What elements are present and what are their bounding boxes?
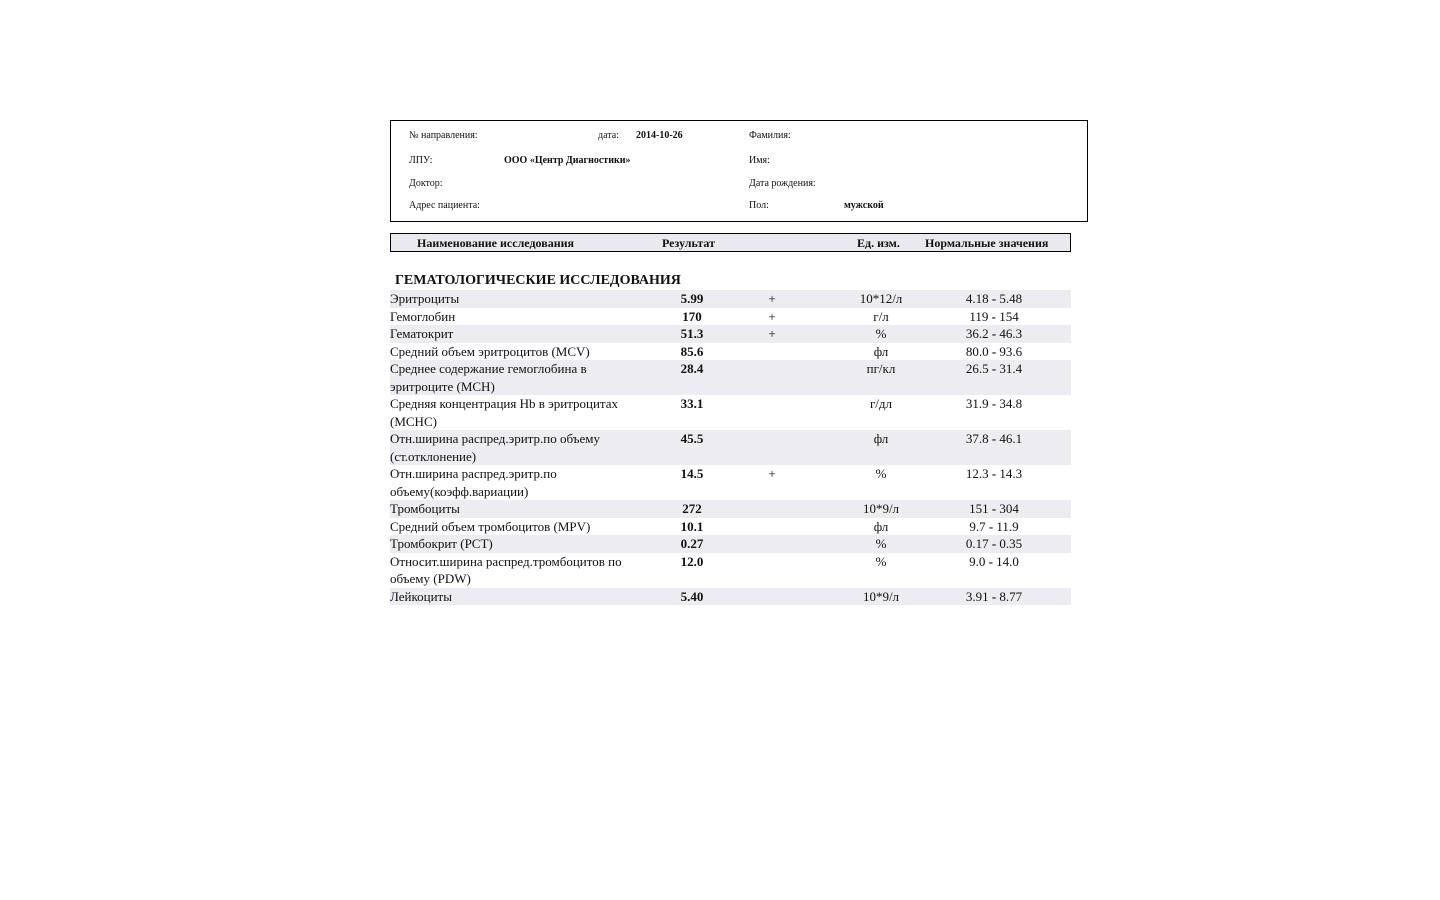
test-result: 45.5 xyxy=(680,431,704,446)
table-row xyxy=(390,553,1071,588)
test-norm: 26.5 - 31.4 xyxy=(965,361,1023,376)
test-name: Средний объем эритроцитов (MCV) xyxy=(390,343,590,359)
test-unit: % xyxy=(875,553,887,569)
surname-label: Фамилия: xyxy=(749,130,791,141)
test-name: Тромбоциты xyxy=(390,501,460,516)
test-name: Эритроциты xyxy=(390,291,460,306)
test-unit: фл xyxy=(873,431,889,446)
results-table xyxy=(390,290,1071,605)
table-row xyxy=(390,430,1071,465)
test-name: Относит.ширина распред.тромбоцитов по объему (PDW) xyxy=(390,553,622,586)
test-result: 170 xyxy=(682,308,702,324)
test-name: Средний объем тромбоцитов (MPV) xyxy=(390,518,591,534)
test-name: Лейкоциты xyxy=(390,588,452,604)
table-row xyxy=(390,290,1071,308)
test-name: Среднее содержание гемоглобина в эритроците (MCH) xyxy=(390,361,587,394)
test-result: 33.1 xyxy=(680,396,704,411)
column-unit-header: Ед. изм. xyxy=(857,236,900,250)
test-unit: % xyxy=(875,536,887,551)
table-column-headers xyxy=(390,233,1071,252)
test-result: 5.40 xyxy=(680,588,704,604)
test-name: Средняя концентрация Hb в эритроцитах (MCHC) xyxy=(390,396,619,429)
test-result: 14.5 xyxy=(680,466,704,481)
test-result: 10.1 xyxy=(680,518,704,534)
test-unit: 10*9/л xyxy=(862,588,900,604)
sex-label: Пол: xyxy=(749,200,769,211)
test-unit: г/дл xyxy=(869,396,893,411)
date-value: 2014-10-26 xyxy=(636,130,683,141)
test-name: Отн.ширина распред.эритр.по объему(коэфф.вариации) xyxy=(390,466,557,499)
sex-value: мужской xyxy=(844,200,884,211)
test-name: Гематокрит xyxy=(390,326,454,341)
test-norm: 9.7 - 11.9 xyxy=(969,518,1019,534)
table-row xyxy=(390,343,1071,361)
lpu-label: ЛПУ: xyxy=(409,155,433,166)
test-unit: фл xyxy=(873,518,889,534)
table-row xyxy=(390,465,1071,500)
abnormal-flag: + xyxy=(768,466,776,481)
table-row xyxy=(390,325,1071,343)
test-name: Отн.ширина распред.эритр.по объему (ст.отклонение) xyxy=(390,431,600,464)
patient-info-box xyxy=(390,120,1088,222)
table-row xyxy=(390,308,1071,326)
test-norm: 4.18 - 5.48 xyxy=(965,291,1023,306)
address-label: Адрес пациента: xyxy=(409,200,480,211)
abnormal-flag: + xyxy=(768,308,776,324)
column-norm-header: Нормальные значения xyxy=(925,236,1049,250)
test-result: 272 xyxy=(682,501,702,516)
table-row xyxy=(390,518,1071,536)
test-norm: 3.91 - 8.77 xyxy=(965,588,1023,604)
test-unit: % xyxy=(875,326,887,341)
table-row xyxy=(390,588,1071,606)
abnormal-flag: + xyxy=(768,326,776,341)
birthdate-label: Дата рождения: xyxy=(749,178,816,189)
test-result: 12.0 xyxy=(680,553,704,569)
column-result-header: Результат xyxy=(662,236,716,250)
test-result: 28.4 xyxy=(680,361,704,376)
test-unit: 10*12/л xyxy=(859,291,903,306)
test-norm: 80.0 - 93.6 xyxy=(965,343,1023,359)
test-result: 51.3 xyxy=(680,326,704,341)
name-label: Имя: xyxy=(749,155,770,166)
table-row xyxy=(390,360,1071,395)
test-name: Гемоглобин xyxy=(390,308,456,324)
test-result: 85.6 xyxy=(680,343,704,359)
doctor-label: Доктор: xyxy=(409,178,443,189)
test-norm: 12.3 - 14.3 xyxy=(965,466,1023,481)
referral-label: № направления: xyxy=(409,130,478,141)
table-row xyxy=(390,535,1071,553)
date-label: дата: xyxy=(598,130,619,141)
table-row xyxy=(390,395,1071,430)
test-norm: 119 - 154 xyxy=(969,308,1019,324)
test-norm: 9.0 - 14.0 xyxy=(969,553,1019,569)
test-unit: фл xyxy=(873,343,889,359)
lpu-value: ООО «Центр Диагностики» xyxy=(504,155,631,166)
test-result: 5.99 xyxy=(680,291,704,306)
section-title: ГЕМАТОЛОГИЧЕСКИЕ ИССЛЕДОВАНИЯ xyxy=(395,273,681,288)
table-row xyxy=(390,500,1071,518)
test-unit: г/л xyxy=(873,308,889,324)
test-unit: 10*9/л xyxy=(862,501,900,516)
test-norm: 0.17 - 0.35 xyxy=(965,536,1023,551)
test-norm: 151 - 304 xyxy=(969,501,1019,516)
abnormal-flag: + xyxy=(768,291,776,306)
test-norm: 31.9 - 34.8 xyxy=(965,396,1023,411)
test-result: 0.27 xyxy=(680,536,704,551)
test-norm: 36.2 - 46.3 xyxy=(965,326,1023,341)
test-name: Тромбокрит (PCT) xyxy=(390,536,493,551)
column-name-header: Наименование исследования xyxy=(417,236,575,250)
test-norm: 37.8 - 46.1 xyxy=(965,431,1023,446)
test-unit: % xyxy=(875,466,887,481)
test-unit: пг/кл xyxy=(866,361,896,376)
